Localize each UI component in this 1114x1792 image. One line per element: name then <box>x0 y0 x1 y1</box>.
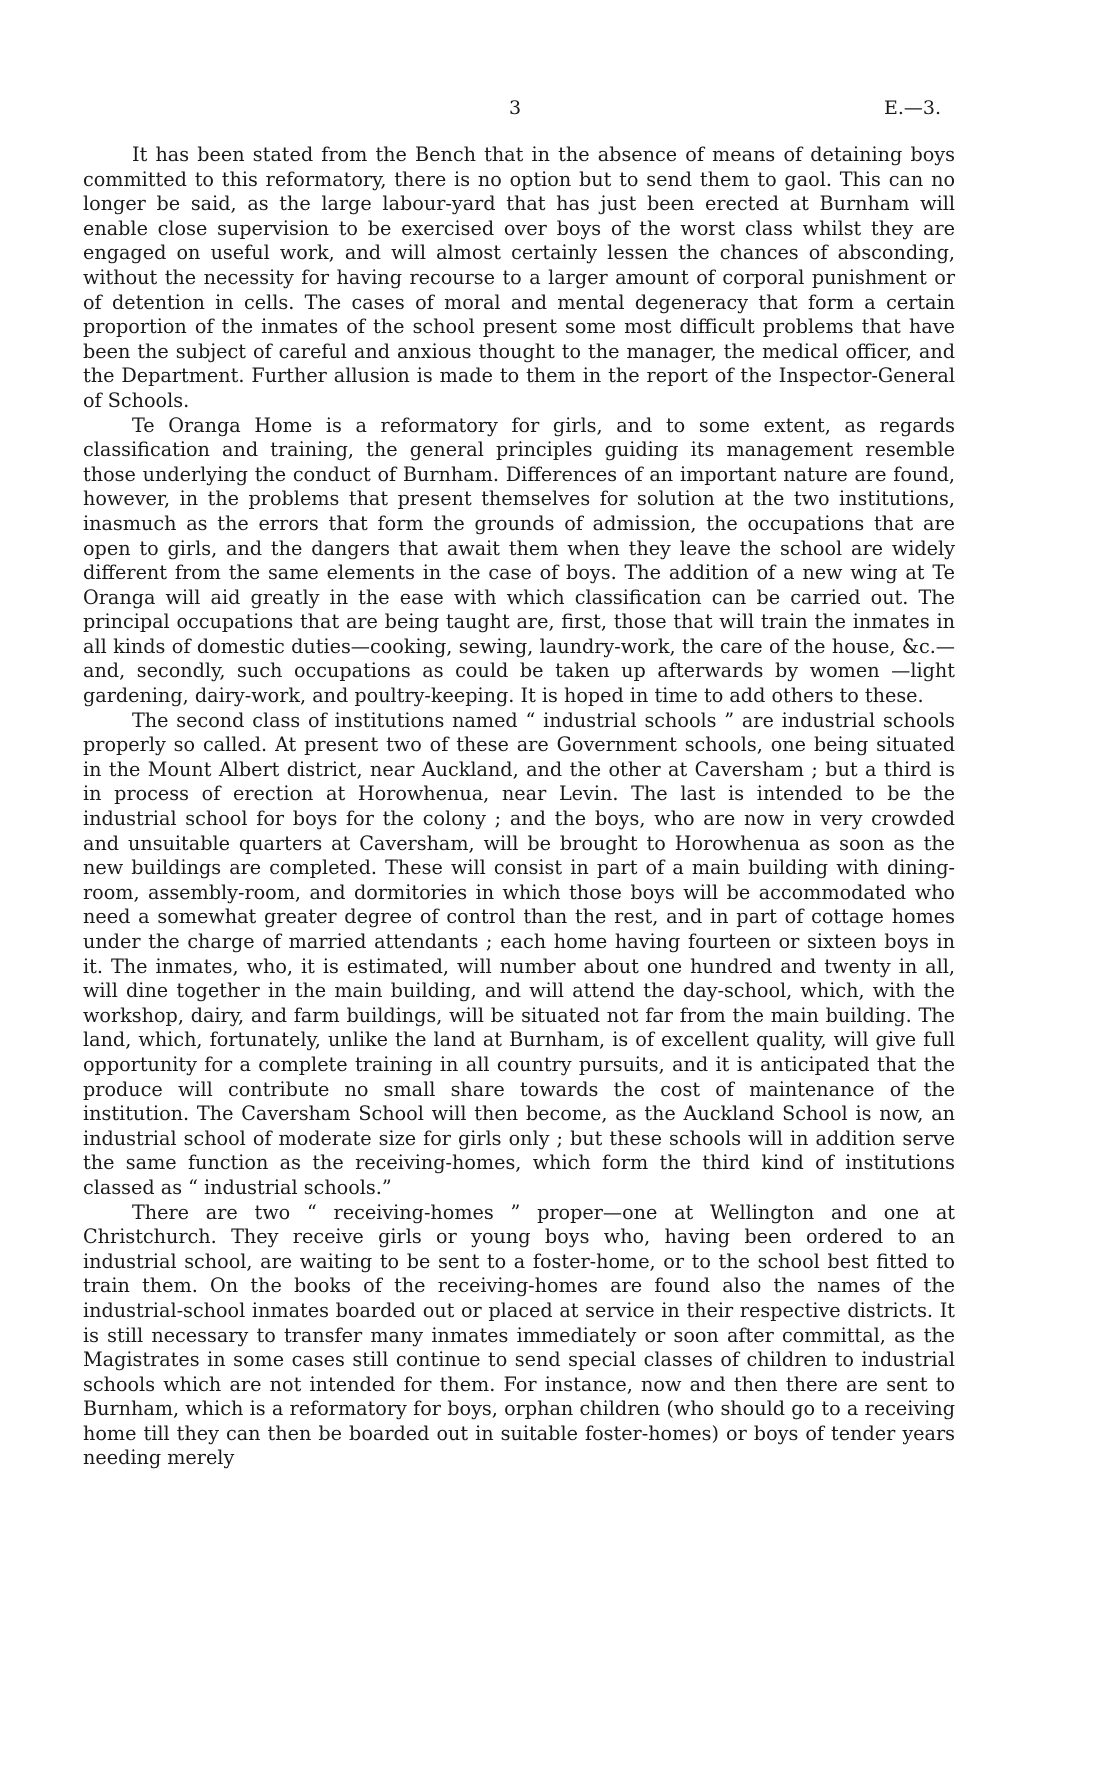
paragraph-industrial-schools: The second class of institutions named “ industrial schools ” are industrial schools properly so called. At present two of these are Government schools, one being situated in the Mount Albert district, near Auckland, and the other at Caversham ; but a third is in process of erection at Horowhenua, near Levin. The last is intended to be the industrial school for boys for the colony ; and the boys, who are now in very crowded and unsuitable quarters at Caversham, will be brought to Horowhenua as soon as the new buildings are completed. These will consist in part of a main building with dining-room, assembly-room, and dormitories in which those boys will be accommodated who need a somewhat greater degree of control than the rest, and in part of cottage homes under the charge of married attendants ; each home having fourteen or sixteen boys in it. The inmates, who, it is estimated, will number about one hundred and twenty in all, will dine together in the main building, and will attend the day-school, which, with the workshop, dairy, and farm buildings, will be situated not far from the main building. The land, which, fortunately, unlike the land at Burnham, is of excellent quality, will give full opportunity for a complete training in all country pursuits, and it is anticipated that the produce will contribute no small share towards the cost of maintenance of the institution. The Caversham School will then become, as the Auckland School is now, an industrial school of moderate size for girls only ; but these schools will in addition serve the same function as the receiving-homes, which form the third kind of institutions classed as “ industrial schools.” <box>83 708 955 1199</box>
document-reference: E.—3. <box>884 97 942 119</box>
paragraph-receiving-homes: There are two “ receiving-homes ” proper—one at Wellington and one at Christchurch. They receive girls or young boys who, having been ordered to an industrial school, are waiting to be sent to a foster-home, or to the school best fitted to train them. On the books of the receiving-homes are found also the names of the industrial-school inmates boarded out or placed at service in their respective districts. It is still necessary to transfer many inmates immediately or soon after committal, as the Magistrates in some cases still continue to send special classes of children to industrial schools which are not intended for them. For instance, now and then there are sent to Burnham, which is a reformatory for boys, orphan children (who should go to a receiving home till they can then be boarded out in suitable foster-homes) or boys of tender years needing merely <box>83 1200 955 1470</box>
page-number: 3 <box>509 97 522 119</box>
paragraph-reformatory-gaol: It has been stated from the Bench that in the absence of means of detaining boys committed to this reformatory, there is no option but to send them to gaol. This can no longer be said, as the large labour-yard that has just been erected at Burnham will enable close supervision to be exercised over boys of the worst class whilst they are engaged on useful work, and will almost certainly lessen the chances of absconding, without the necessity for having recourse to a larger amount of corporal punishment or of detention in cells. The cases of moral and mental degeneracy that form a certain proportion of the inmates of the school present some most difficult problems that have been the subject of careful and anxious thought to the manager, the medical officer, and the Department. Further allusion is made to them in the report of the Inspector-General of Schools. <box>83 143 955 412</box>
body-text <box>83 143 955 1471</box>
paragraph-te-oranga-home: Te Oranga Home is a reformatory for girls, and to some extent, as regards classification and training, the general principles guiding its management resemble those underlying the conduct of Burnham. Differences of an important nature are found, however, in the problems that present themselves for solution at the two institutions, inasmuch as the errors that form the grounds of admission, the occupations that are open to girls, and the dangers that await them when they leave the school are widely different from the same elements in the case of boys. The addition of a new wing at Te Oranga will aid greatly in the ease with which classification can be carried out. The principal occupations that are being taught are, first, those that will train the inmates in all kinds of domestic duties—cooking, sewing, laundry-work, the care of the house, &c.—and, secondly, such occupations as could be taken up afterwards by women —light gardening, dairy-work, and poultry-keeping. It is hoped in time to add others to these. <box>83 413 955 708</box>
